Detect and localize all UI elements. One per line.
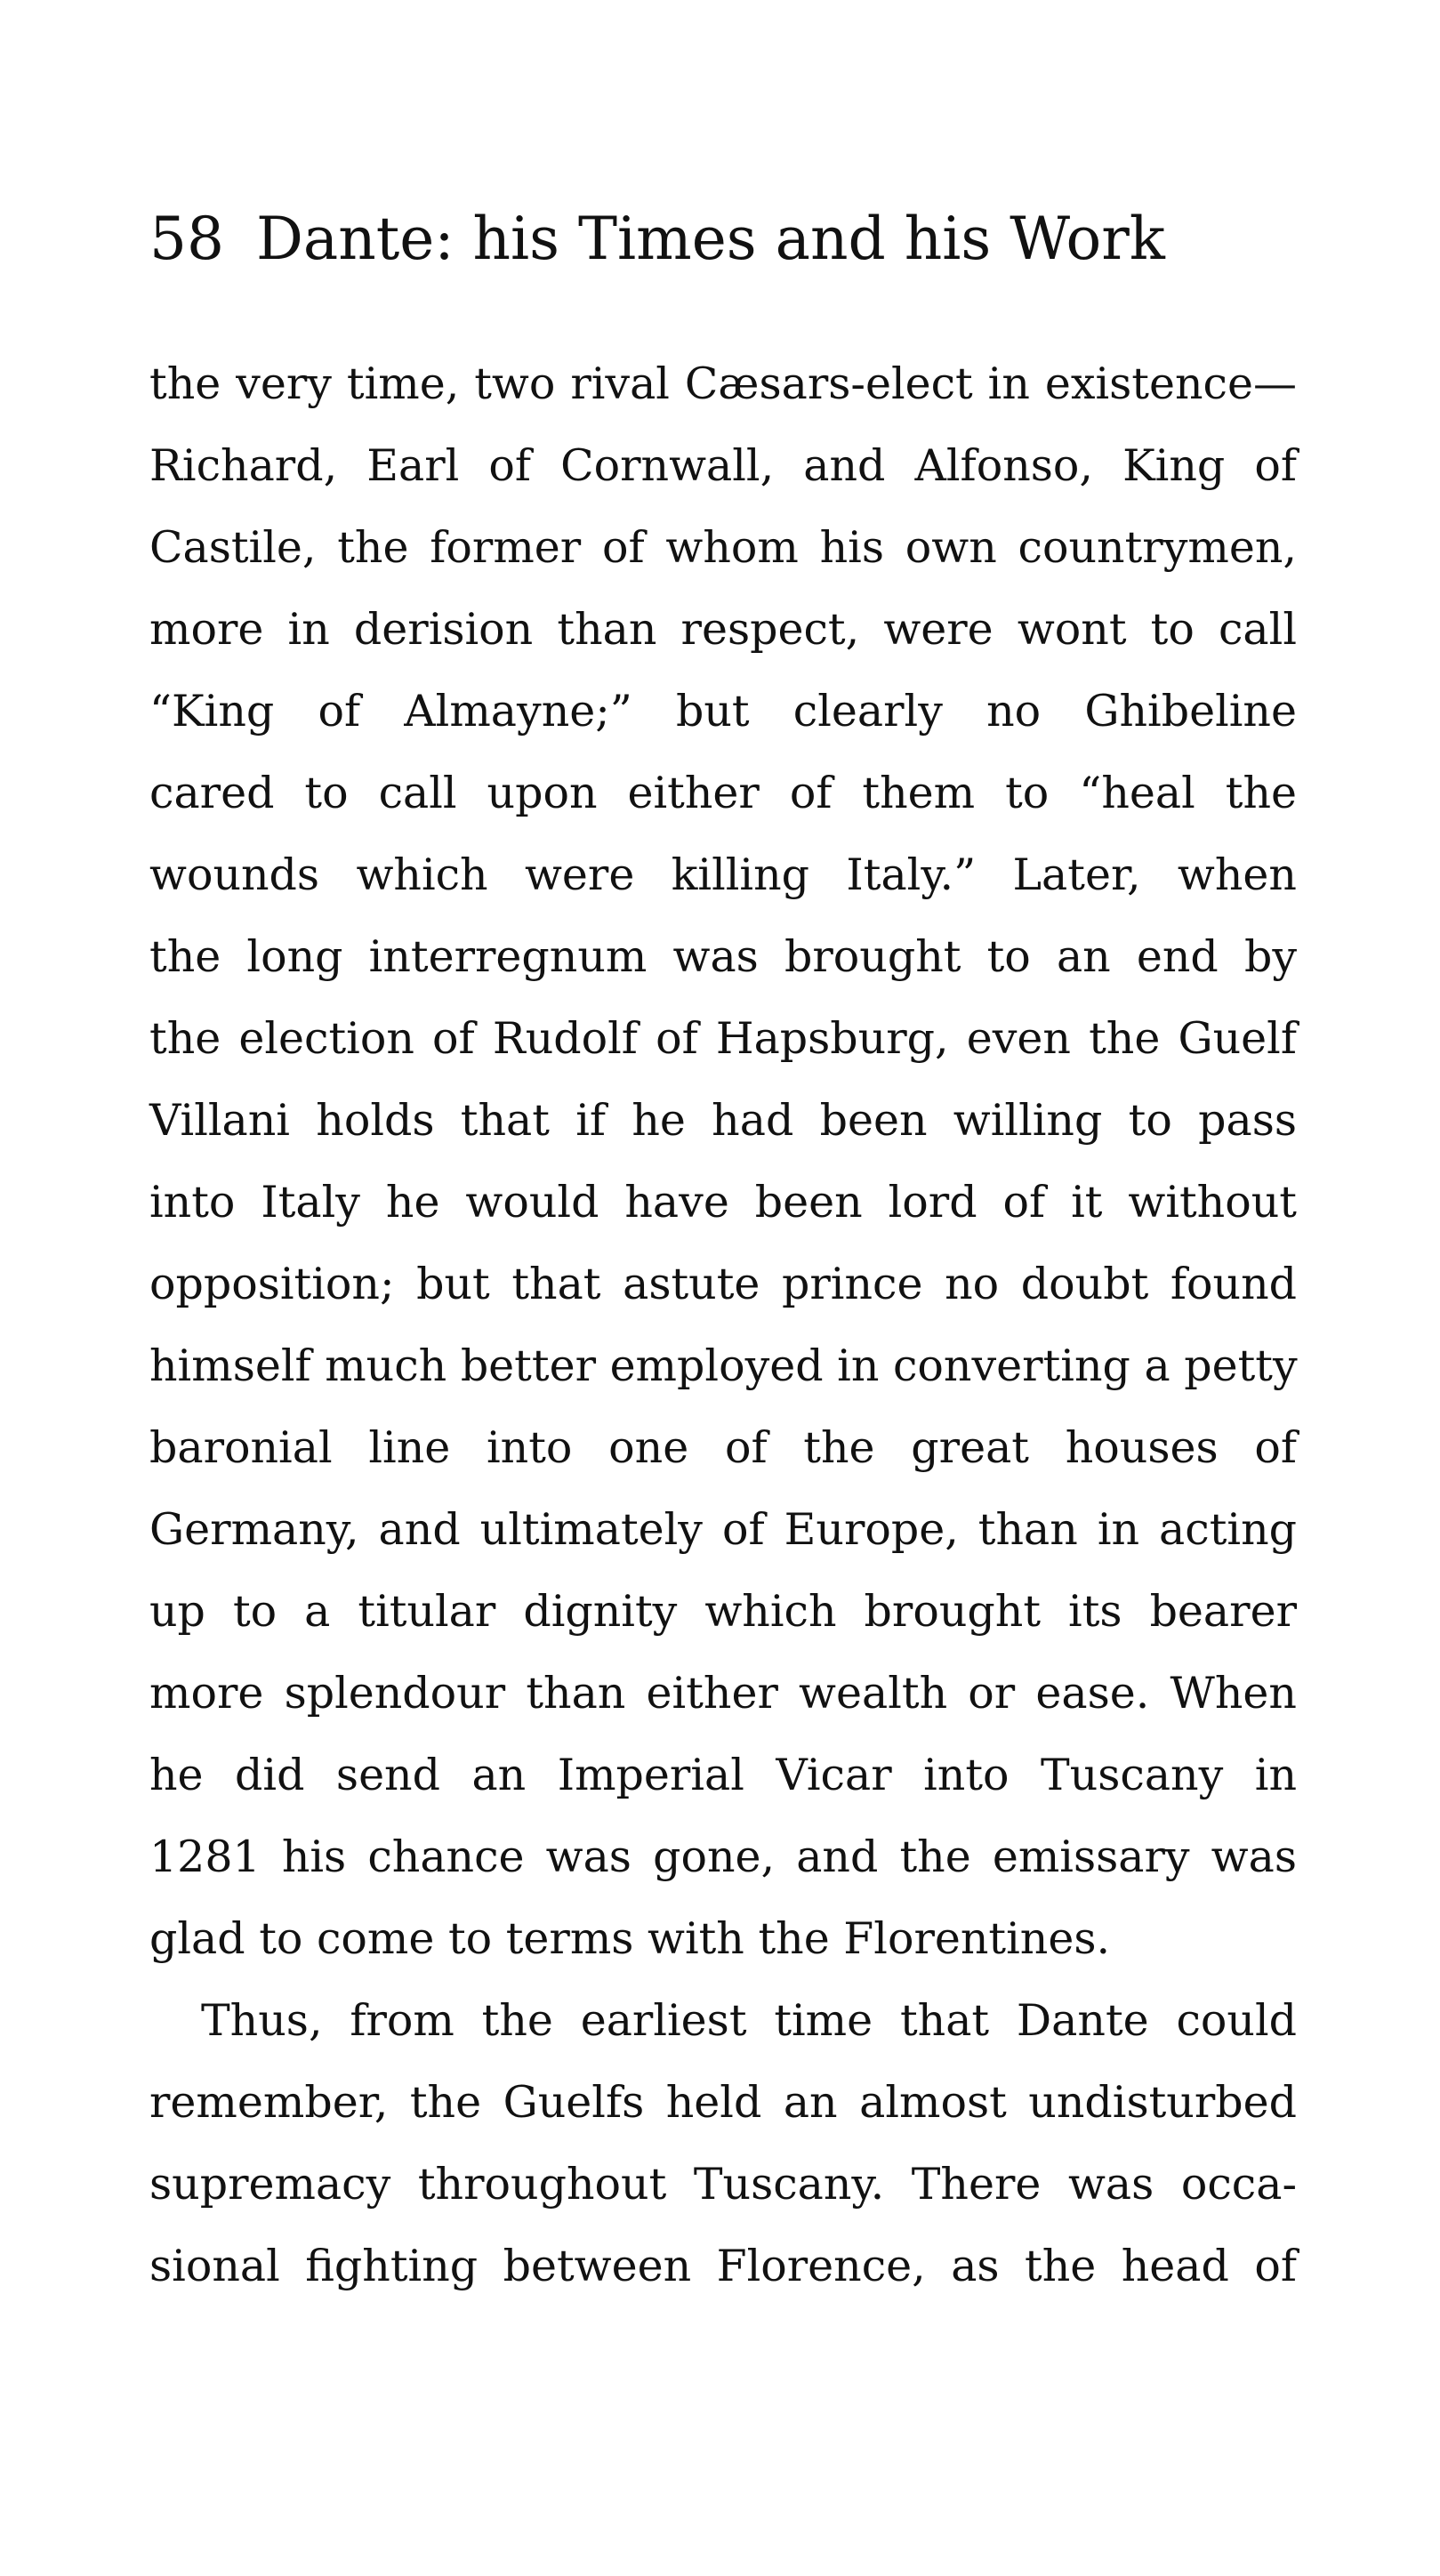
running-head bbox=[149, 205, 1297, 273]
text-line: Germany, and ultimately of Europe, than in acting bbox=[149, 1504, 1297, 1555]
text-line: “King of Almayne;” but clearly no Ghibeline bbox=[149, 686, 1297, 737]
page-number: 58 bbox=[149, 205, 224, 273]
text-line: Thus, from the earliest time that Dante could bbox=[201, 1995, 1297, 2046]
text-line: wounds which were killing Italy.” Later, when bbox=[149, 849, 1297, 900]
text-line: 1281 his chance was gone, and the emissary was bbox=[149, 1831, 1297, 1882]
text-line: glad to come to terms with the Florentines. bbox=[149, 1913, 1111, 1964]
text-line: Richard, Earl of Cornwall, and Alfonso, King of bbox=[149, 440, 1297, 491]
text-line: cared to call upon either of them to “heal the bbox=[149, 768, 1297, 818]
text-line: more splendour than either wealth or ease. When bbox=[149, 1668, 1297, 1719]
text-line: supremacy throughout Tuscany. There was occa- bbox=[149, 2159, 1297, 2210]
text-line: opposition; but that astute prince no doubt found bbox=[149, 1259, 1297, 1309]
text-line: more in derision than respect, were wont to call bbox=[149, 604, 1297, 655]
text-line: up to a titular dignity which brought its bearer bbox=[149, 1586, 1297, 1637]
body-text bbox=[149, 343, 1297, 2307]
text-line: into Italy he would have been lord of it without bbox=[149, 1177, 1297, 1228]
text-line: Villani holds that if he had been willing to pass bbox=[149, 1095, 1297, 1146]
text-line: baronial line into one of the great houses of bbox=[149, 1422, 1297, 1473]
text-line: sional fighting between Florence, as the head of bbox=[149, 2241, 1297, 2291]
text-line: the election of Rudolf of Hapsburg, even the Guelf bbox=[149, 1013, 1297, 1064]
text-line: himself much better employed in converting a petty bbox=[149, 1340, 1298, 1391]
text-line: the long interregnum was brought to an end by bbox=[149, 931, 1297, 982]
book-page bbox=[149, 205, 1298, 2291]
text-line: he did send an Imperial Vicar into Tuscany in bbox=[149, 1750, 1297, 1800]
running-title: Dante: his Times and his Work bbox=[255, 205, 1165, 273]
text-line: the very time, two rival Cæsars-elect in existence— bbox=[149, 358, 1297, 409]
text-line: Castile, the former of whom his own countrymen, bbox=[149, 522, 1297, 573]
text-line: remember, the Guelfs held an almost undisturbed bbox=[149, 2077, 1297, 2128]
